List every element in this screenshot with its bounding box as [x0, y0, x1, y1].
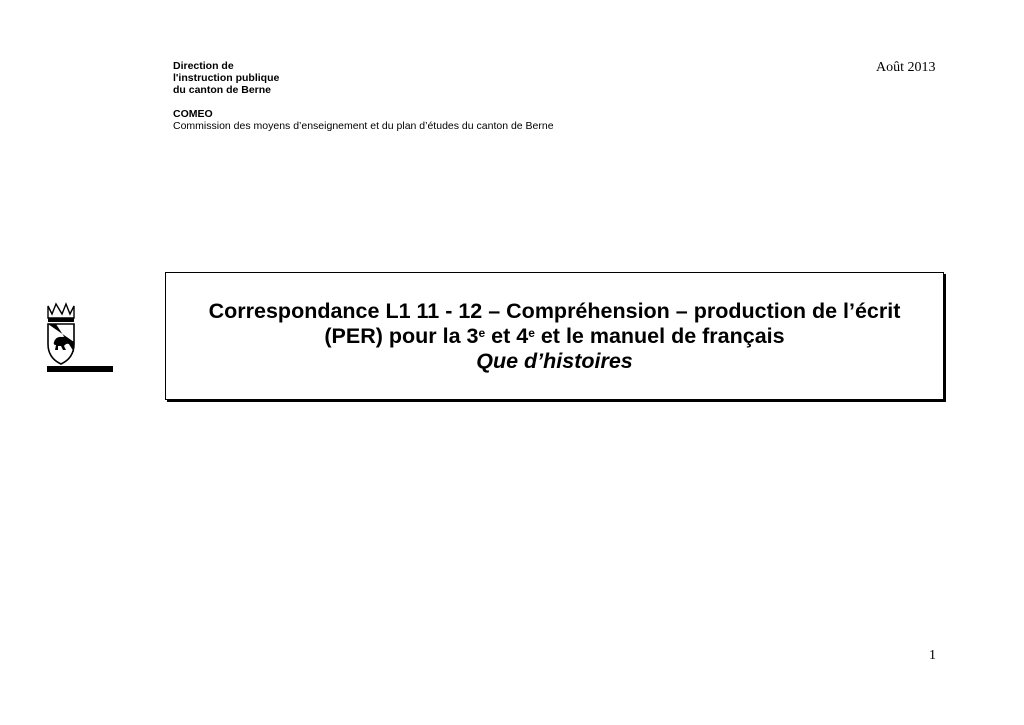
canton-bern-coat-of-arms-icon — [46, 302, 114, 374]
title-line-1: Correspondance L1 11 - 12 – Compréhension – production de l’écrit — [208, 299, 901, 323]
page-number: 1 — [929, 648, 936, 663]
document-title — [166, 299, 943, 374]
title-line-3: Que d’histoires — [476, 349, 633, 373]
document-date: Août 2013 — [876, 60, 936, 75]
title-line-2 — [166, 324, 943, 349]
superscript-2: e — [528, 326, 535, 340]
org-line-3: du canton de Berne — [173, 84, 272, 96]
title-box — [165, 272, 944, 400]
org-line-1: Direction de — [173, 60, 234, 72]
title-line-2-part-2: et 4 — [485, 324, 529, 348]
superscript-1: e — [478, 326, 486, 340]
title-line-2-part-3: et le manuel de français — [534, 324, 785, 348]
comeo-title: COMEO — [173, 108, 213, 120]
title-line-2-part-1: (PER) pour la 3 — [324, 324, 479, 348]
org-line-2: l'instruction publique — [173, 72, 280, 84]
comeo-subtitle: Commission des moyens d’enseignement et du plan d’études du canton de Berne — [173, 120, 554, 132]
